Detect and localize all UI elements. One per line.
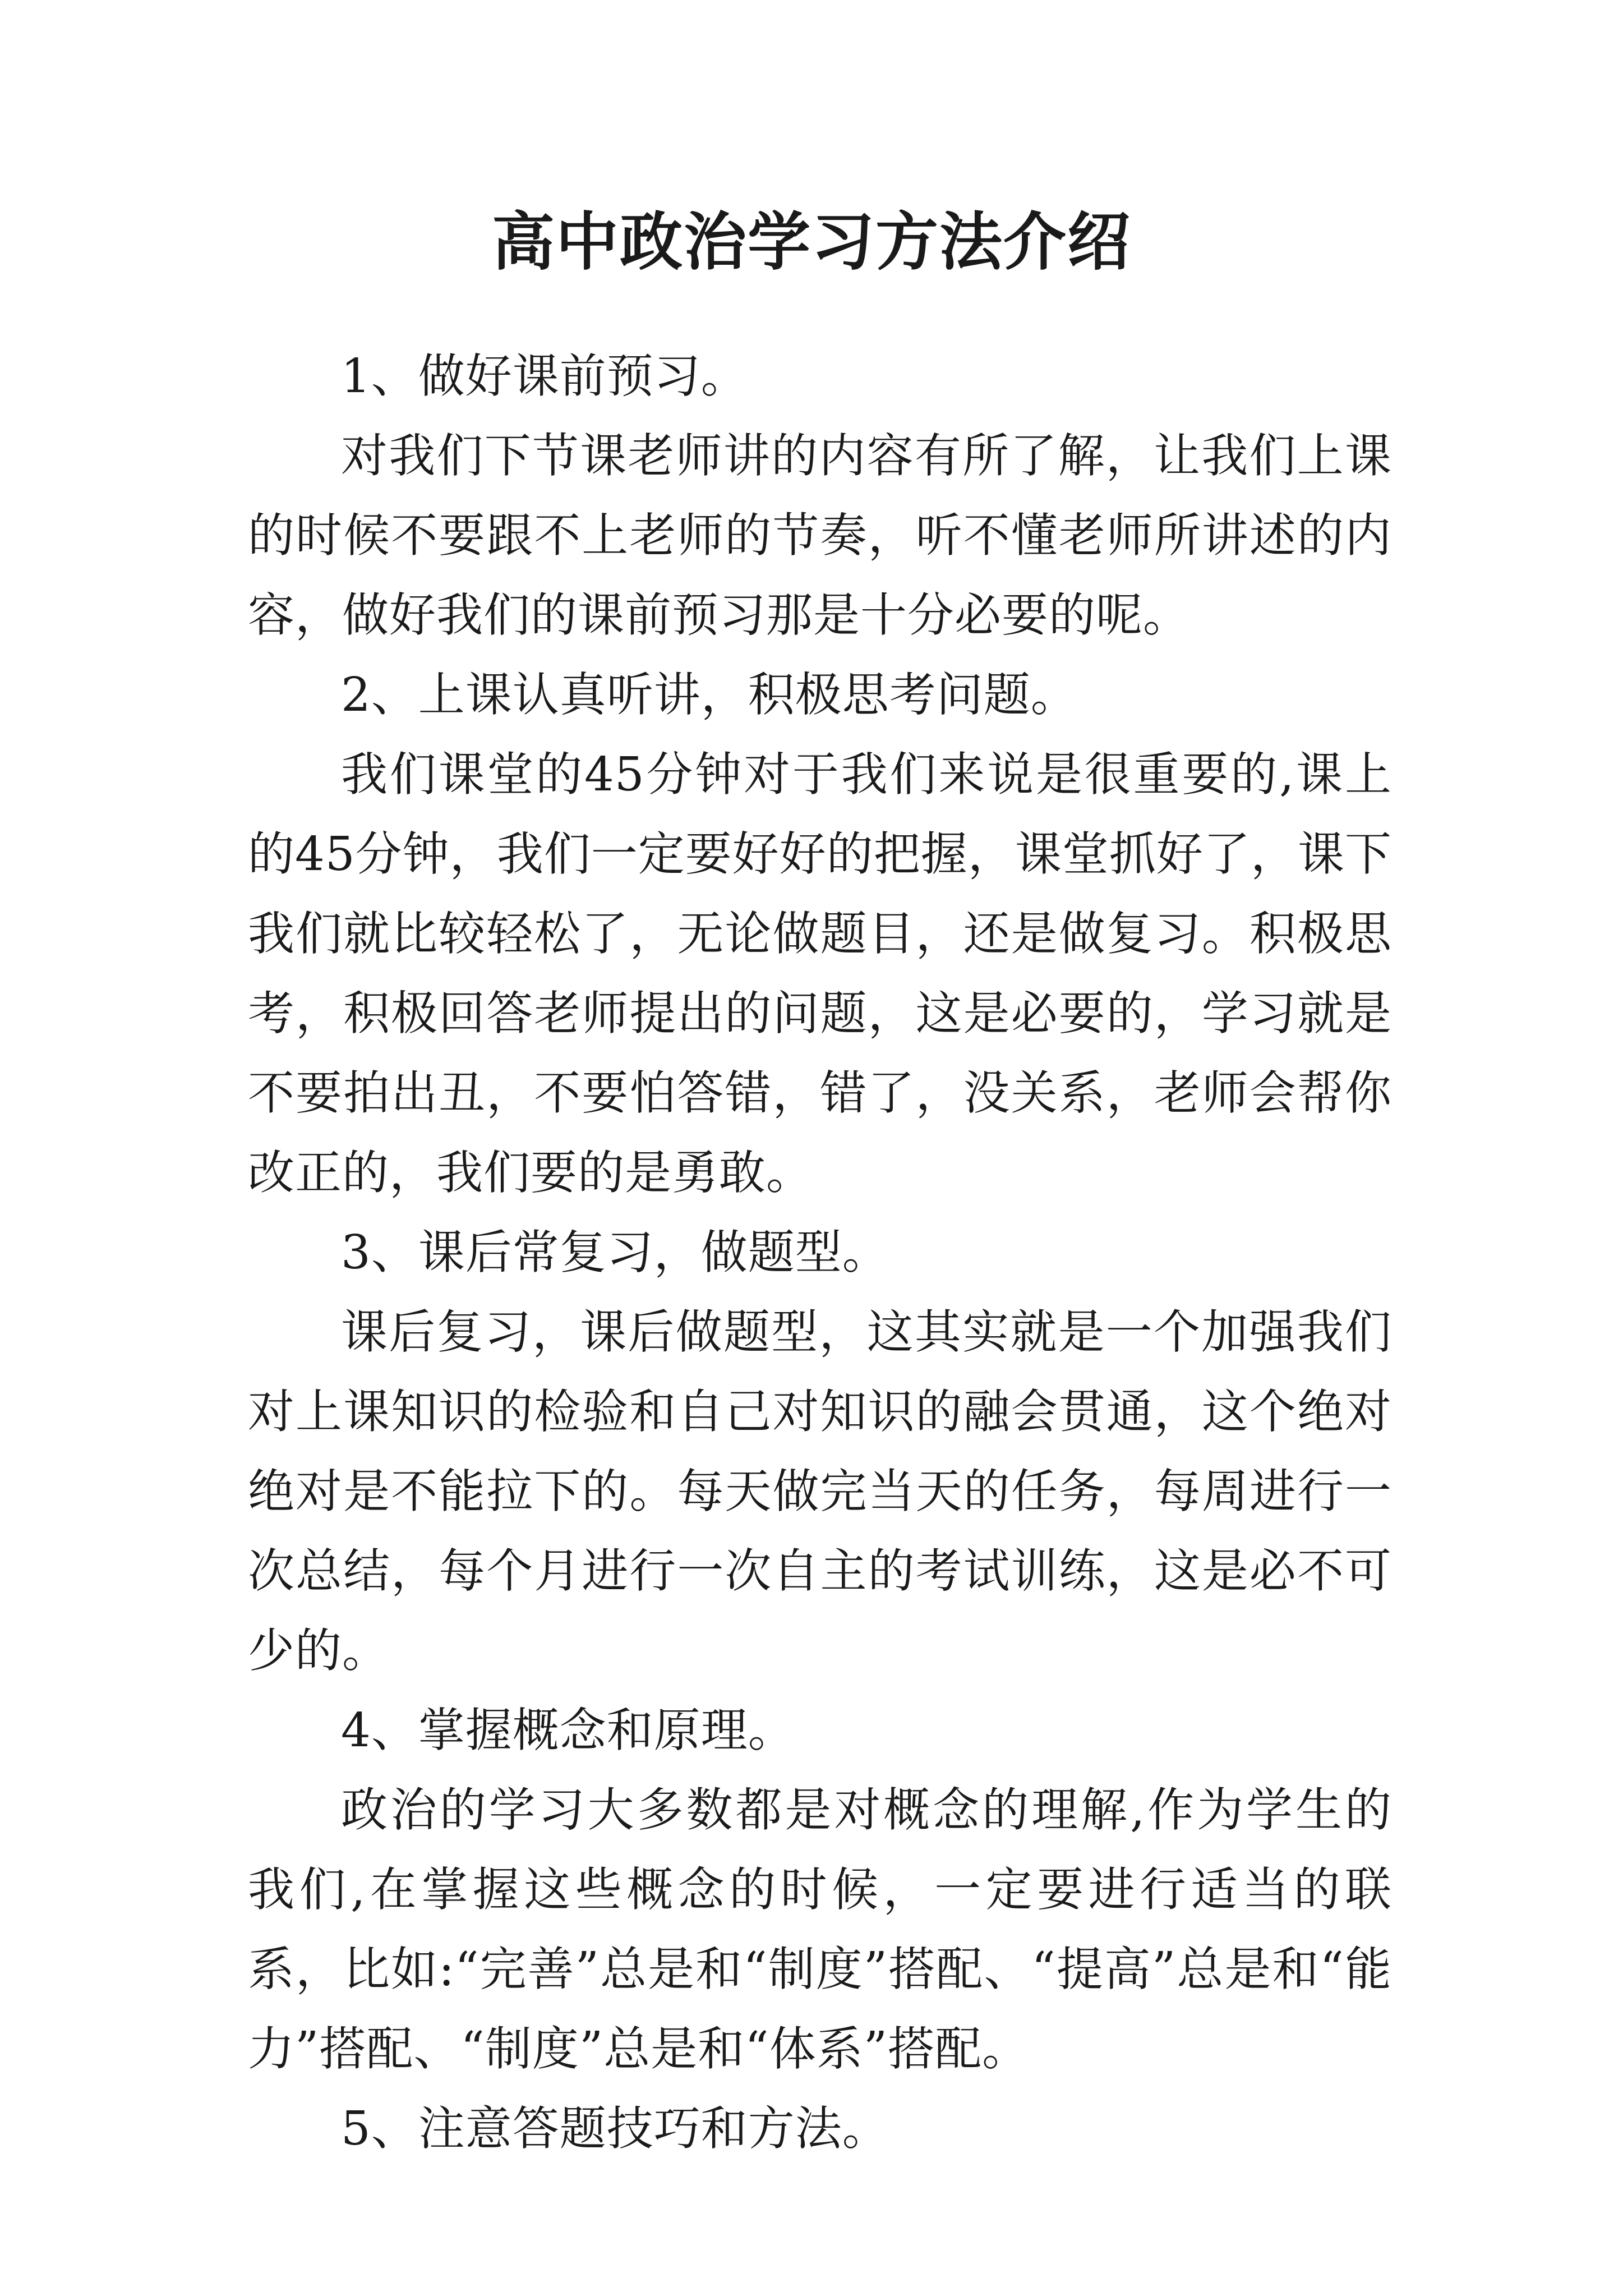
section-paragraph-1: 对我们下节课老师讲的内容有所了解，让我们上课的时候不要跟不上老师的节奏，听不懂老师所讲述的内容，做好我们的课前预习那是十分必要的呢。 (248, 429, 1392, 642)
document-title: 高中政治学习方法介绍 (492, 205, 1131, 279)
section-heading-5: 5、注意答题技巧和方法。 (341, 2101, 889, 2156)
section-heading-1: 1、做好课前预习。 (341, 349, 748, 403)
section-paragraph-4: 政治的学习大多数都是对概念的理解,作为学生的我们,在掌握这些概念的时候，一定要进行适当的联系，比如:“完善”总是和“制度”搭配、“提高”总是和“能力”搭配、“制度”总是和“体系”搭配。 (248, 1783, 1392, 2076)
section-heading-2: 2、上课认真听讲，积极思考问题。 (341, 668, 1078, 722)
section-heading-3: 3、课后常复习，做题型。 (341, 1225, 889, 1280)
section-heading-4: 4、掌握概念和原理。 (341, 1703, 795, 1757)
document-body (248, 337, 1392, 2169)
section-paragraph-2: 我们课堂的45分钟对于我们来说是很重要的,课上的45分钟，我们一定要好好的把握，课堂抓好了，课下我们就比较轻松了，无论做题目，还是做复习。积极思考，积极回答老师提出的问题，这是必要的，学习就是不要拍出丑，不要怕答错，错了，没关系，老师会帮你改正的，我们要的是勇敢。 (248, 747, 1392, 1200)
section-paragraph-3: 课后复习，课后做题型，这其实就是一个加强我们对上课知识的检验和自己对知识的融会贯通，这个绝对绝对是不能拉下的。每天做完当天的任务，每周进行一次总结，每个月进行一次自主的考试训练，这是必不可少的。 (248, 1305, 1392, 1678)
